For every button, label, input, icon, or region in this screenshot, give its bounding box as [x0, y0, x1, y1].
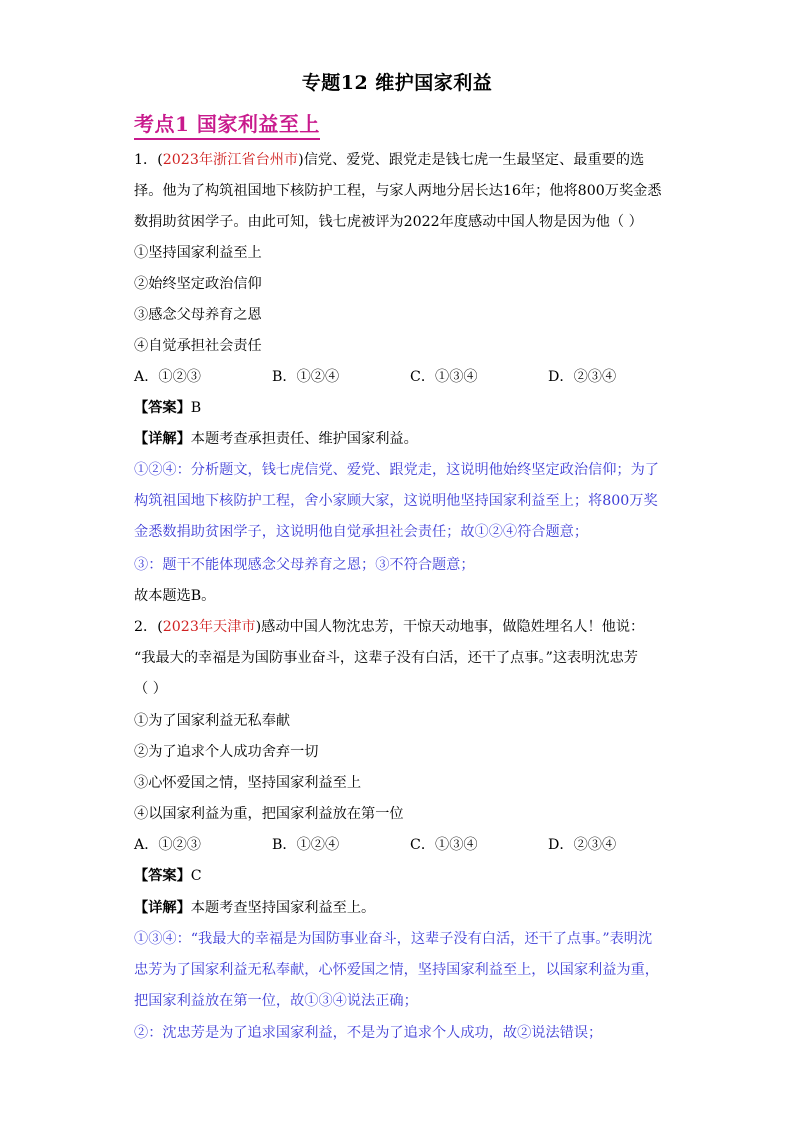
q2-detail-text: 本题考查坚持国家利益至上。	[190, 900, 376, 916]
q2-answer	[134, 866, 202, 886]
q1-number: 1．(	[134, 152, 163, 168]
q1-item-4: ④自觉承担社会责任	[134, 338, 262, 354]
q1-detail-label: 【详解】	[134, 431, 191, 447]
q1-option-c: C．①③④	[410, 369, 478, 385]
q2-option-b: B．①②④	[272, 837, 340, 853]
q2-source-close: )	[255, 619, 262, 635]
q1-answer-value: B	[190, 400, 202, 416]
q2-answer-label: 【答案】	[134, 868, 191, 884]
q1-option-b: B．①②④	[272, 369, 340, 385]
q2-explanation-line4: ②：沈忠芳是为了追求国家利益，不是为了追求个人成功，故②说法错误；	[134, 1025, 603, 1041]
q1-item-2: ②始终坚定政治信仰	[134, 276, 262, 292]
q1-item-3: ③感念父母养育之恩	[134, 307, 262, 323]
q2-source: 2023年天津市	[162, 619, 256, 635]
q1-explanation-line3: 金悉数捐助贫困学子，这说明他自觉承担社会责任；故①②④符合题意；	[134, 524, 589, 540]
q2-item-2: ②为了追求个人成功舍弃一切	[134, 744, 319, 760]
q1-stem-line2: 择。他为了构筑祖国地下核防护工程，与家人两地分居长达16年；他将800万奖金悉	[134, 183, 662, 199]
q1-stem-line1	[134, 150, 644, 170]
q2-option-c: C．①③④	[410, 837, 478, 853]
q2-explanation-line1: ①③④：“我最大的幸福是为国防事业奋斗，这辈子没有白活，还干了点事。”表明沈	[134, 931, 653, 947]
q2-item-3: ③心怀爱国之情，坚持国家利益至上	[134, 775, 362, 791]
q1-item-1: ①坚持国家利益至上	[134, 245, 262, 261]
q1-explanation-line4: ③：题干不能体现感念父母养育之恩；③不符合题意；	[134, 557, 475, 573]
q2-stem-line3: （ ）	[134, 681, 167, 697]
q1-option-a: A．①②③	[134, 369, 201, 385]
q2-item-1: ①为了国家利益无私奉献	[134, 713, 291, 729]
q2-answer-value: C	[190, 868, 202, 884]
q2-stem-line1	[134, 617, 644, 637]
q1-source: 2023年浙江省台州市	[162, 152, 299, 168]
q2-explanation-line2: 忠芳为了国家利益无私奉献，心怀爱国之情，坚持国家利益至上，以国家利益为重，	[134, 962, 659, 978]
q1-stem-line3: 数捐助贫困学子。由此可知，钱七虎被评为2022年度感动中国人物是因为他（ ）	[134, 214, 643, 230]
q2-stem-line2: “我最大的幸福是为国防事业奋斗，这辈子没有白活，还干了点事。”这表明沈忠芳	[134, 650, 638, 666]
page-title: 专题12 维护国家利益	[301, 72, 493, 94]
q1-conclusion: 故本题选B。	[134, 588, 216, 604]
q2-option-a: A．①②③	[134, 837, 201, 853]
q1-detail	[134, 429, 418, 449]
section-heading: 考点1 国家利益至上	[134, 108, 320, 140]
q2-detail-label: 【详解】	[134, 900, 191, 916]
q2-number: 2．(	[134, 619, 163, 635]
q1-explanation-line2: 构筑祖国地下核防护工程，舍小家顾大家，这说明他坚持国家利益至上；将800万奖	[134, 493, 658, 509]
q1-answer	[134, 398, 201, 418]
q2-stem-text1: 感动中国人物沈忠芳，干惊天动地事，做隐姓埋名人！他说：	[261, 619, 645, 635]
q2-option-d: D．②③④	[548, 837, 617, 853]
q1-source-close: )	[298, 152, 304, 168]
q1-stem-text1: 信党、爱党、跟党走是钱七虎一生最坚定、最重要的选	[303, 152, 645, 168]
q1-answer-label: 【答案】	[134, 400, 191, 416]
q2-item-4: ④以国家利益为重，把国家利益放在第一位	[134, 806, 404, 822]
q1-detail-text: 本题考查承担责任、维护国家利益。	[190, 431, 418, 447]
q2-detail	[134, 898, 375, 918]
q1-explanation-line1: ①②④：分析题文，钱七虎信党、爱党、跟党走，这说明他始终坚定政治信仰；为了	[134, 462, 659, 478]
q2-explanation-line3: 把国家利益放在第一位，故①③④说法正确；	[134, 993, 418, 1009]
q1-option-d: D．②③④	[548, 369, 617, 385]
